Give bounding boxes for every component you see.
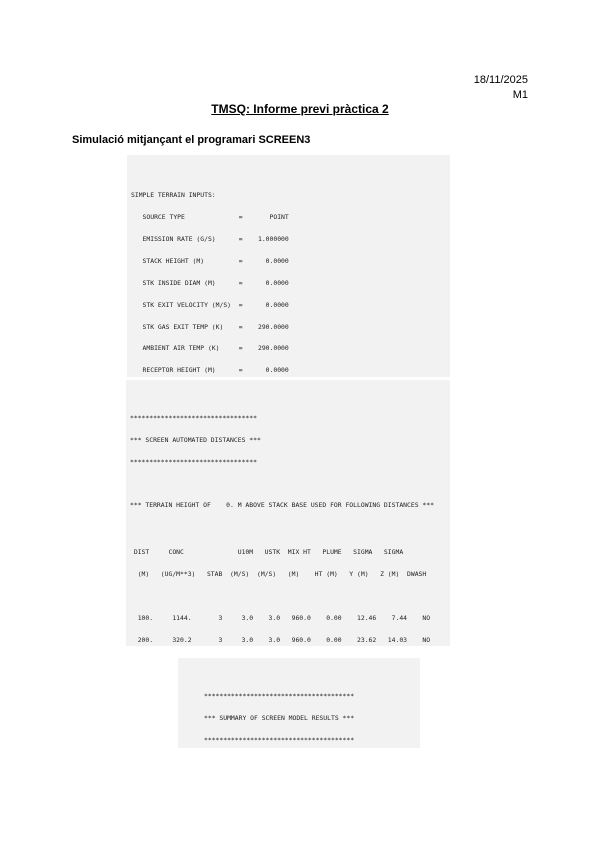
terrain-height-line: *** TERRAIN HEIGHT OF 0. M ABOVE STACK BASE USED FOR FOLLOWING DISTANCES ***	[130, 501, 434, 510]
automated-banner: *********************************	[130, 457, 257, 466]
summary-results-panel	[178, 658, 420, 748]
table-header: (M) (UG/M**3) STAB (M/S) (M/S) (M) HT (M) Y (M) Z (M) DWASH	[130, 569, 427, 578]
input-row: RECEPTOR HEIGHT (M) = 0.0000	[131, 366, 289, 375]
input-row: AMBIENT AIR TEMP (K) = 290.0000	[131, 344, 289, 353]
table-row: 100. 1144. 3 3.0 3.0 960.0 0.00 12.46 7.44 NO	[130, 614, 431, 623]
input-row: STACK HEIGHT (M) = 0.0000	[131, 256, 289, 265]
input-row: STK INSIDE DIAM (M) = 0.0000	[131, 278, 289, 287]
section-subtitle: Simulació mitjançant el programari SCREEN3	[72, 134, 311, 146]
automated-banner: *********************************	[130, 414, 257, 423]
summary-banner: *** SUMMARY OF SCREEN MODEL RESULTS ***	[204, 714, 355, 723]
simple-terrain-inputs-panel	[127, 155, 450, 377]
page-title: TMSQ: Informe previ pràctica 2	[211, 102, 389, 116]
summary-banner: ***************************************	[204, 735, 355, 744]
table-row: 200. 320.2 3 3.0 3.0 960.0 0.00 23.62 14.03 NO	[130, 636, 431, 645]
input-row: EMISSION RATE (G/S) = 1.000000	[131, 234, 289, 243]
automated-banner: *** SCREEN AUTOMATED DISTANCES ***	[130, 436, 261, 445]
table-header: DIST CONC U10M USTK MIX HT PLUME SIGMA SIGMA	[130, 547, 404, 556]
inputs-heading: SIMPLE TERRAIN INPUTS:	[131, 191, 216, 200]
input-row: STK EXIT VELOCITY (M/S) = 0.0000	[131, 300, 289, 309]
report-reference: M1	[512, 89, 528, 101]
input-row: SOURCE TYPE = POINT	[131, 213, 289, 222]
summary-banner: ***************************************	[204, 692, 355, 701]
report-date: 18/11/2025	[473, 74, 528, 86]
input-row: STK GAS EXIT TEMP (K) = 290.0000	[131, 322, 289, 331]
automated-distances-panel	[126, 380, 450, 646]
